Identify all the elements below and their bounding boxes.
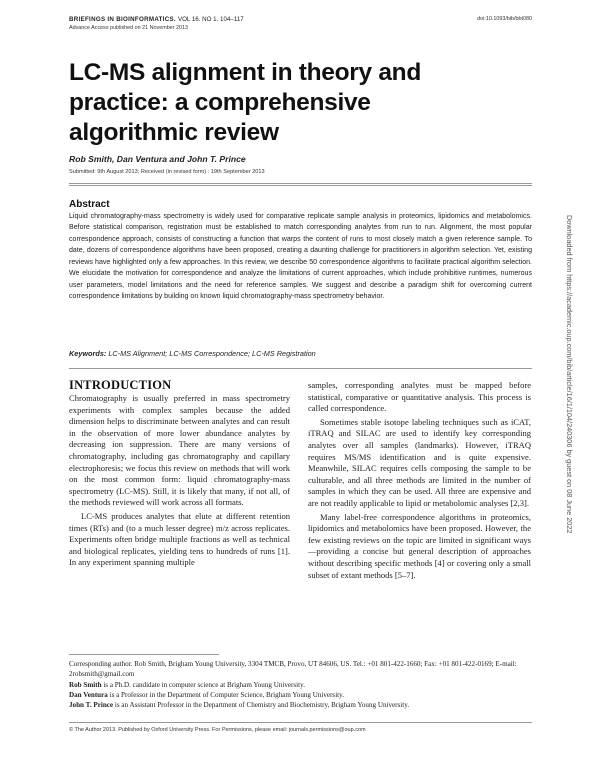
- advance-access-line: Advance Access published on 21 November 2013: [69, 25, 188, 31]
- abstract-text: Liquid chromatography-mass spectrometry is widely used for comparative replicate sample analysis in proteomics, lipidomics and metabolomics. Before statistical comparison, registration must be established to match corresponding analytes from run to run. Alignment, the most popular correspondence approach, consists of constructing a function that warps the content of runs to most closely match a given reference sample. To date, dozens of correspondence algorithms have been proposed, creating a daunting challenge for practitioners in algorithm selection. Yet, existing reviews have highlighted only a few approaches. In this review, we describe 50 correspondence algorithms to facilitate practical algorithm selection. We elucidate the motivation for correspondence and analyze the limitations of current approaches, which include prohibitive runtimes, numerous user parameters, model limitations and the need for reference samples. We suggest and describe a paradigm shift for overcoming current correspondence limitations by building on known liquid chromatography-mass spectrometry behavior.: [69, 213, 532, 301]
- paragraph: LC-MS produces analytes that elute at different retention times (RTs) and (to a much lesser degree) m/z across replicates. Experiments often bridge multiple fractions as well as technical and biological replicates, yielding tens to hundreds of runs [1]. In any experiment spanning multiple: [69, 510, 290, 568]
- paragraph: Sometimes stable isotope labeling techniques such as iCAT, iTRAQ and SILAC are used to identify key corresponding analytes over all samples (landmarks). However, iTRAQ requires MS/MS identification and is quite expensive. Meanwhile, SILAC requires cells composing the sample to be culturable, and all three methods are limited in the number of samples in which they can be used. All three are expensive and are not readily applicable to lipid or metabolomic analyses [2,3].: [308, 416, 531, 508]
- divider: [69, 368, 532, 369]
- journal-header: [69, 16, 244, 23]
- paragraph: Many label-free correspondence algorithms in proteomics, lipidomics and metabolomics have been proposed. However, the few existing reviews on the topic are limited in significant ways—providing a concise but general description of approaches without describing specific methods [4] or covering only a small subset of extant methods [5–7].: [308, 511, 531, 580]
- author-bio-text: is an Assistant Professor in the Department of Chemistry and Biochemistry, Brigham Young University.: [114, 701, 410, 710]
- download-watermark: Downloaded from https://academic.oup.com/bib/article/16/1/104/240306 by guest on 08 June 2022: [565, 215, 574, 534]
- section-heading-introduction: INTRODUCTION: [69, 378, 172, 392]
- keywords-text: LC-MS Alignment; LC-MS Correspondence; LC-MS Registration: [108, 349, 316, 358]
- footer-divider: [69, 722, 532, 723]
- doi-link[interactable]: doi:10.1093/bib/bbt080: [477, 16, 532, 22]
- author-bio-name: John T. Prince: [69, 701, 114, 710]
- author-bio: [69, 700, 532, 710]
- author-bio-text: is a Professor in the Department of Computer Science, Brigham Young University.: [109, 690, 344, 699]
- paper-title: LC-MS alignment in theory and practice: a comprehensive algorithmic review: [69, 59, 422, 146]
- paragraph: Chromatography is usually preferred in mass spectrometry experiments with complex samples because the added dimension helps to discriminate between analytes and can result in the observation of more lower abundance analytes by decreasing ion suppression. There are many versions of chromatography, including gas chromatography and capillary electrophoresis; we focus this review on methods that will work on the most common form: liquid chromatography-mass spectrometry (LC-MS). Still, it is likely that many, if not all, of the methods reviewed will work across all formats.: [69, 393, 290, 508]
- author-bio: [69, 690, 532, 700]
- journal-name: BRIEFINGS IN BIOINFORMATICS.: [69, 16, 176, 23]
- submission-dates: Submitted: 9th August 2013; Received (in revised form) : 19th September 2013: [69, 169, 265, 175]
- divider: [69, 185, 532, 186]
- correspondence-block: [69, 659, 532, 710]
- divider: [69, 183, 532, 184]
- author-bio-text: is a Ph.D. candidate in computer science at Brigham Young University.: [103, 680, 305, 689]
- journal-volume: VOL 16. NO 1. 104–117: [177, 16, 244, 23]
- author-bio-name: Dan Ventura: [69, 690, 108, 699]
- paragraph: samples, corresponding analytes must be mapped before statistical, comparative or quantitative analysis. This process is called correspondence.: [308, 380, 531, 414]
- abstract-heading: Abstract: [69, 199, 110, 210]
- author-bio-name: Rob Smith: [69, 680, 102, 689]
- corresponding-author: Corresponding author. Rob Smith, Brigham Young University, 3304 TMCB, Provo, UT 84606, US. Tel.: +01 801-422-1660; Fax: +01 801-422-0169; E-mail: 2robsmith@gmail.com: [69, 660, 517, 679]
- author-list: Rob Smith, Dan Ventura and John T. Prince: [69, 154, 246, 164]
- keywords-line: [69, 349, 316, 358]
- author-bio: [69, 680, 532, 690]
- keywords-label: Keywords:: [69, 349, 107, 358]
- copyright-footer: © The Author 2013. Published by Oxford University Press. For Permissions, please email: journals.permissions@oup.com: [69, 727, 366, 733]
- body-column-left: [69, 393, 290, 569]
- body-column-right: [308, 380, 531, 581]
- footnote-divider: [69, 654, 219, 655]
